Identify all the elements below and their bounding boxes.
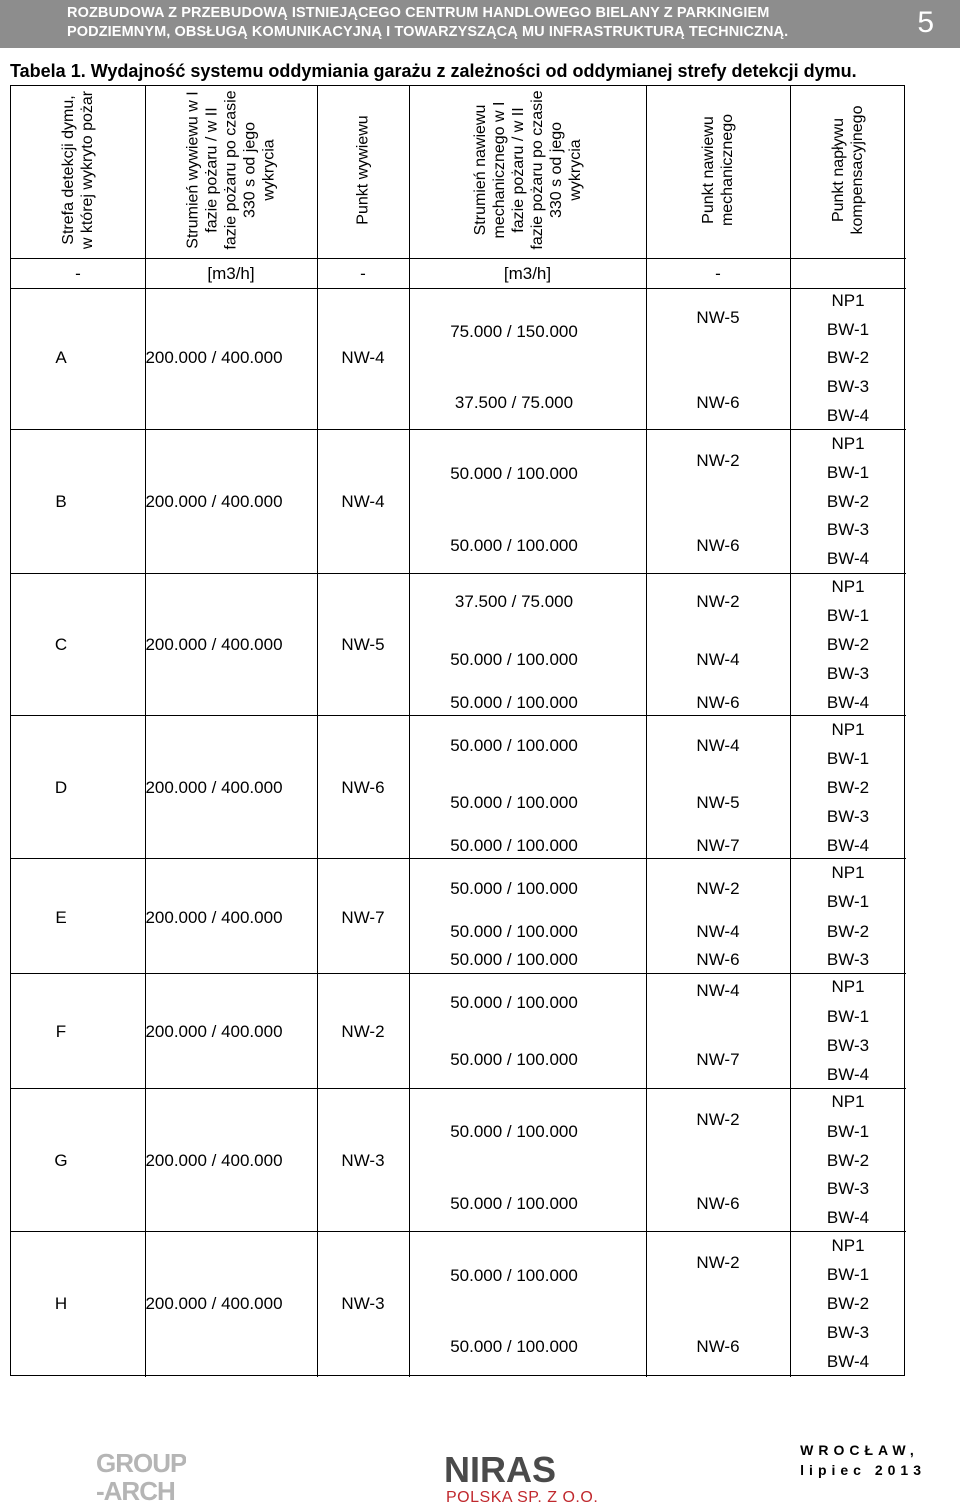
inflow-cell: NP1 xyxy=(831,577,865,596)
supply-point-cell: NW-6 xyxy=(696,393,740,412)
exhaust-flow-cell: 200.000 / 400.000 xyxy=(145,778,283,797)
niras-logo xyxy=(444,1448,604,1505)
inflow-cell: BW-3 xyxy=(826,1036,870,1055)
supply-flow-cell: 50.000 / 100.000 xyxy=(450,693,578,712)
row-border xyxy=(11,973,906,974)
header-cell-inflow-point xyxy=(790,90,906,250)
inflow-cell: BW-3 xyxy=(826,1323,870,1342)
supply-point-cell: NW-2 xyxy=(696,592,740,611)
header-cell-exhaust-flow xyxy=(145,90,317,250)
exhaust-point-cell: NW-3 xyxy=(341,1151,385,1170)
supply-flow-cell: 50.000 / 100.000 xyxy=(450,793,578,812)
supply-point-cell: NW-4 xyxy=(696,736,740,755)
exhaust-point-cell: NW-7 xyxy=(341,908,385,927)
supply-point-cell: NW-4 xyxy=(696,922,740,941)
inflow-cell: BW-4 xyxy=(826,693,870,712)
supply-flow-cell: 50.000 / 100.000 xyxy=(450,879,578,898)
inflow-cell: NP1 xyxy=(831,720,865,739)
inflow-cell: BW-1 xyxy=(826,749,870,768)
exhaust-flow-cell: 200.000 / 400.000 xyxy=(145,492,283,511)
header-exhaust-flow-text: Strumień wywiewu w I fazie pożaru / w II fazie pożaru po czasie 330 s od jego wykrycia xyxy=(184,90,278,250)
row-border xyxy=(11,429,906,430)
inflow-cell: BW-2 xyxy=(826,1294,870,1313)
inflow-cell: BW-3 xyxy=(826,950,870,969)
supply-flow-cell: 50.000 / 100.000 xyxy=(450,736,578,755)
inflow-cell: BW-1 xyxy=(826,1265,870,1284)
supply-flow-cell: 50.000 / 100.000 xyxy=(450,1194,578,1213)
inflow-cell: BW-2 xyxy=(826,635,870,654)
header-cell-zone xyxy=(11,90,145,250)
niras-logo-text: NIRAS xyxy=(444,1449,557,1490)
unit-cell: [m3/h] xyxy=(207,264,255,283)
row-border xyxy=(11,573,906,574)
exhaust-point-cell: NW-5 xyxy=(341,635,385,654)
inflow-cell: BW-1 xyxy=(826,606,870,625)
grouparch-logo xyxy=(96,1446,186,1505)
supply-flow-cell: 50.000 / 100.000 xyxy=(450,836,578,855)
supply-point-cell: NW-5 xyxy=(696,308,740,327)
inflow-cell: BW-4 xyxy=(826,549,870,568)
header-exhaust-point-text: Punkt wywiewu xyxy=(354,115,372,225)
supply-point-cell: NW-5 xyxy=(696,793,740,812)
exhaust-flow-cell: 200.000 / 400.000 xyxy=(145,1022,283,1041)
supply-flow-cell: 37.500 / 75.000 xyxy=(454,592,574,611)
supply-flow-cell: 50.000 / 100.000 xyxy=(450,993,578,1012)
place-date-block xyxy=(800,1440,926,1480)
niras-logo-subtext: POLSKA SP. Z O.O. xyxy=(446,1489,599,1505)
unit-cell: [m3/h] xyxy=(503,264,552,283)
header-title-line-1: ROZBUDOWA Z PRZEBUDOWĄ ISTNIEJĄCEGO CENTRUM HANDLOWEGO BIELANY Z PARKINGIEM xyxy=(67,5,770,21)
inflow-cell: BW-3 xyxy=(826,664,870,683)
inflow-cell: BW-3 xyxy=(826,520,870,539)
row-border xyxy=(11,1231,906,1232)
inflow-cell: BW-2 xyxy=(826,922,870,941)
zone-cell: G xyxy=(54,1151,68,1170)
table-caption: Tabela 1. Wydajność systemu oddymiania garażu z zależności od oddymianej strefy detekcji dymu. xyxy=(10,61,857,81)
unit-cell: - xyxy=(360,264,366,283)
place-text: WROCŁAW, xyxy=(800,1442,919,1458)
inflow-cell: BW-2 xyxy=(826,778,870,797)
header-supply-point-text: Punkt nawiewu mechanicznego xyxy=(700,113,736,227)
supply-point-cell: NW-4 xyxy=(696,981,740,1000)
inflow-cell: BW-4 xyxy=(826,836,870,855)
header-cell-supply-flow xyxy=(409,90,646,250)
exhaust-point-cell: NW-2 xyxy=(341,1022,385,1041)
exhaust-point-cell: NW-4 xyxy=(341,348,385,367)
supply-flow-cell: 50.000 / 100.000 xyxy=(450,536,578,555)
header-title-line-2: PODZIEMNYM, OBSŁUGĄ KOMUNIKACYJNĄ I TOWARZYSZĄCĄ MU INFRASTRUKTURĄ TECHNICZNĄ. xyxy=(67,24,789,40)
exhaust-flow-cell: 200.000 / 400.000 xyxy=(145,635,283,654)
inflow-cell: NP1 xyxy=(831,291,865,310)
inflow-cell: BW-2 xyxy=(826,1151,870,1170)
unit-cell: - xyxy=(715,264,721,283)
inflow-cell: BW-3 xyxy=(826,807,870,826)
grouparch-logo-line-2: -ARCH xyxy=(96,1476,175,1505)
supply-flow-cell: 50.000 / 100.000 xyxy=(450,1337,578,1356)
supply-flow-cell: 50.000 / 100.000 xyxy=(450,950,578,969)
inflow-cell: BW-1 xyxy=(826,1122,870,1141)
supply-point-cell: NW-7 xyxy=(696,836,740,855)
page-number: 5 xyxy=(917,6,934,39)
zone-cell: A xyxy=(55,348,67,367)
inflow-cell: BW-2 xyxy=(826,492,870,511)
supply-flow-cell: 75.000 / 150.000 xyxy=(450,322,578,341)
header-supply-flow-text: Strumień nawiewu mechanicznego w I fazie pożaru / w II fazie pożaru po czasie 330 s od jego wykrycia xyxy=(471,90,584,250)
supply-point-cell: NW-2 xyxy=(696,1110,740,1129)
inflow-cell: BW-1 xyxy=(826,320,870,339)
exhaust-flow-cell: 200.000 / 400.000 xyxy=(145,908,283,927)
exhaust-flow-cell: 200.000 / 400.000 xyxy=(145,1294,283,1313)
inflow-cell: NP1 xyxy=(831,1236,865,1255)
supply-flow-cell: 50.000 / 100.000 xyxy=(450,464,578,483)
supply-flow-cell: 37.500 / 75.000 xyxy=(454,393,574,412)
row-border xyxy=(11,858,906,859)
inflow-cell: BW-4 xyxy=(826,1352,870,1371)
zone-cell: F xyxy=(55,1022,67,1041)
exhaust-point-cell: NW-4 xyxy=(341,492,385,511)
supply-point-cell: NW-6 xyxy=(696,1194,740,1213)
zone-cell: E xyxy=(55,908,67,927)
inflow-cell: BW-1 xyxy=(826,892,870,911)
supply-point-cell: NW-2 xyxy=(696,879,740,898)
inflow-cell: BW-1 xyxy=(826,463,870,482)
exhaust-flow-cell: 200.000 / 400.000 xyxy=(145,348,283,367)
inflow-cell: BW-2 xyxy=(826,348,870,367)
date-text: lipiec 2013 xyxy=(800,1462,926,1478)
header-zone-text: Strefa detekcji dymu, w której wykryto pożar xyxy=(60,90,96,250)
exhaust-point-cell: NW-6 xyxy=(341,778,385,797)
zone-cell: H xyxy=(54,1294,68,1313)
supply-point-cell: NW-6 xyxy=(696,1337,740,1356)
smoke-extraction-table xyxy=(10,85,905,1376)
supply-flow-cell: 50.000 / 100.000 xyxy=(450,1050,578,1069)
zone-cell: C xyxy=(54,635,68,654)
supply-point-cell: NW-7 xyxy=(696,1050,740,1069)
supply-point-cell: NW-4 xyxy=(696,650,740,669)
footer xyxy=(0,1420,960,1505)
supply-point-cell: NW-6 xyxy=(696,950,740,969)
header-cell-exhaust-point xyxy=(317,90,409,250)
inflow-cell: NP1 xyxy=(831,977,865,996)
zone-cell: B xyxy=(55,492,67,511)
inflow-cell: BW-4 xyxy=(826,406,870,425)
inflow-cell: BW-3 xyxy=(826,1179,870,1198)
supply-point-cell: NW-6 xyxy=(696,693,740,712)
header-border xyxy=(11,258,906,259)
exhaust-point-cell: NW-3 xyxy=(341,1294,385,1313)
grouparch-logo-line-1: GROUP xyxy=(96,1448,186,1478)
inflow-cell: BW-4 xyxy=(826,1208,870,1227)
inflow-cell: NP1 xyxy=(831,863,865,882)
header-inflow-point-text: Punkt napływu kompensacyjnego xyxy=(830,105,866,235)
header-cell-supply-point xyxy=(646,90,790,250)
inflow-cell: NP1 xyxy=(831,1092,865,1111)
document-header-title xyxy=(67,4,887,42)
supply-point-cell: NW-6 xyxy=(696,536,740,555)
unit-cell: - xyxy=(75,264,81,283)
supply-point-cell: NW-2 xyxy=(696,451,740,470)
inflow-cell: BW-4 xyxy=(826,1065,870,1084)
exhaust-flow-cell: 200.000 / 400.000 xyxy=(145,1151,283,1170)
row-border xyxy=(11,715,906,716)
supply-flow-cell: 50.000 / 100.000 xyxy=(450,1266,578,1285)
inflow-cell: BW-3 xyxy=(826,377,870,396)
units-border xyxy=(11,288,906,289)
row-border xyxy=(11,1088,906,1089)
inflow-cell: NP1 xyxy=(831,434,865,453)
supply-point-cell: NW-2 xyxy=(696,1253,740,1272)
supply-flow-cell: 50.000 / 100.000 xyxy=(450,1122,578,1141)
supply-flow-cell: 50.000 / 100.000 xyxy=(450,650,578,669)
zone-cell: D xyxy=(54,778,68,797)
supply-flow-cell: 50.000 / 100.000 xyxy=(450,922,578,941)
inflow-cell: BW-1 xyxy=(826,1007,870,1026)
